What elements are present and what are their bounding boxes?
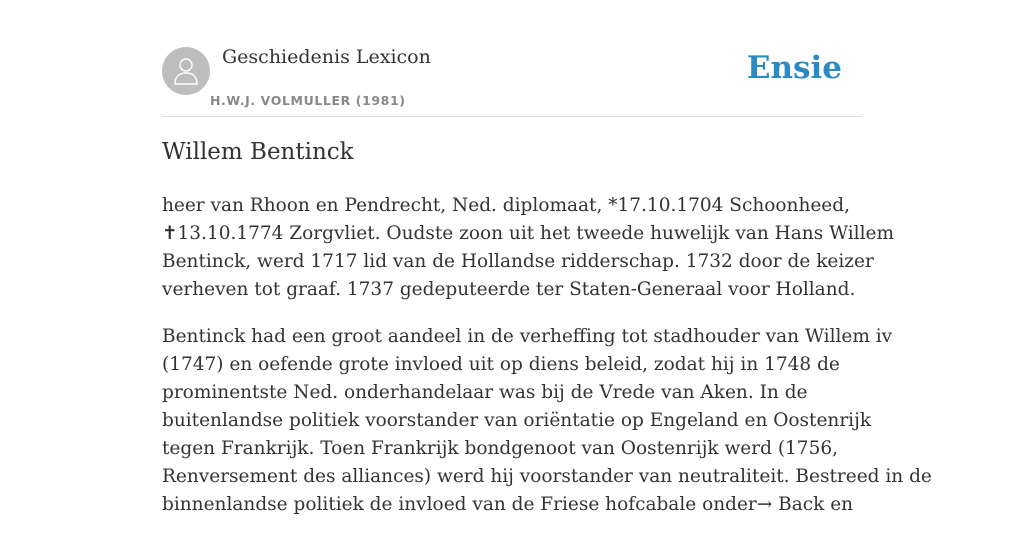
text-line: buitenlandse politiek voorstander van oriëntatie op Engeland en Oostenrijk: [162, 410, 872, 431]
text-line: Bentinck had een groot aandeel in de verheffing tot stadhouder van Willem iv: [162, 326, 893, 347]
article-header: [162, 0, 862, 117]
text-line: verheven tot graaf. 1737 gedeputeerde ter Staten-Generaal voor Holland.: [162, 279, 856, 300]
author-credit: H.W.J. VOLMULLER (1981): [210, 93, 406, 108]
avatar[interactable]: [162, 47, 210, 95]
text-line: Renversement des alliances) werd hij voorstander van neutraliteit. Bestreed in de: [162, 466, 932, 487]
text-line: Bentinck, werd 1717 lid van de Hollandse ridderschap. 1732 door de keizer: [162, 251, 874, 272]
text-line: ✝13.10.1774 Zorgvliet. Oudste zoon uit het tweede huwelijk van Hans Willem: [162, 223, 895, 244]
text-line: binnenlandse politiek de invloed van de Friese hofcabale onder→ Back en: [162, 494, 854, 515]
article-body: [162, 192, 932, 538]
text-line: (1747) en oefende grote invloed uit op diens beleid, zodat hij in 1748 de: [162, 354, 840, 375]
paragraph: [162, 323, 932, 519]
paragraph: [162, 192, 895, 304]
brand-logo[interactable]: Ensie: [746, 50, 842, 86]
user-icon: [173, 57, 199, 85]
article-page: [162, 0, 932, 515]
lexicon-name-link[interactable]: Geschiedenis Lexicon: [222, 46, 431, 68]
article-title: Willem Bentinck: [162, 139, 354, 165]
text-line: heer van Rhoon en Pendrecht, Ned. diplomaat, *17.10.1704 Schoonheed,: [162, 195, 850, 216]
text-line: tegen Frankrijk. Toen Frankrijk bondgenoot van Oostenrijk werd (1756,: [162, 438, 838, 459]
text-line: prominentste Ned. onderhandelaar was bij de Vrede van Aken. In de: [162, 382, 808, 403]
